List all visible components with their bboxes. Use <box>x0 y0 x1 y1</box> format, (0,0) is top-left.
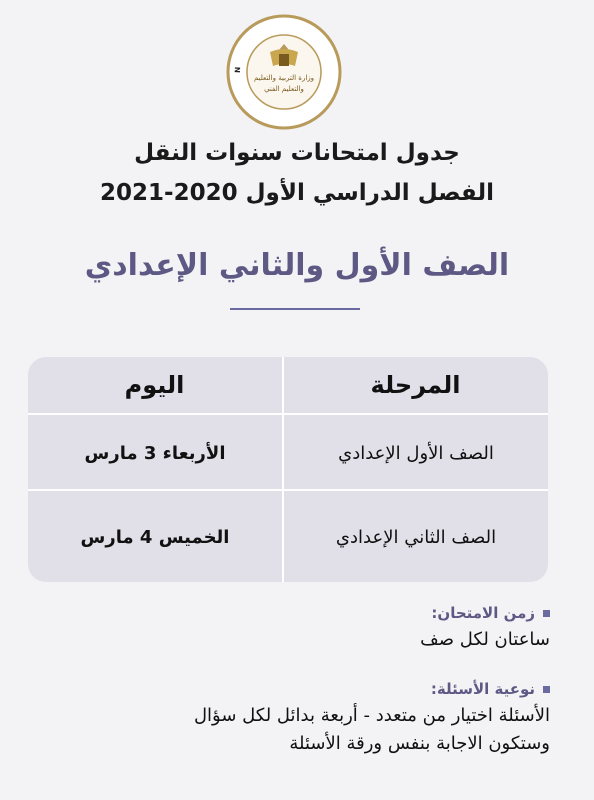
logo-arabic-line: وزارة التربية والتعليم <box>253 74 315 82</box>
question-type-line-2: وستكون الاجابة بنفس ورقة الأسئلة <box>289 733 550 754</box>
exam-time-section <box>30 604 550 654</box>
ministry-logo <box>226 14 342 130</box>
table-row-2-stage: الصف الثاني الإعدادي <box>335 527 497 548</box>
question-type-section <box>30 680 550 758</box>
row-divider <box>28 489 548 491</box>
header-day: اليوم <box>124 371 185 399</box>
ministry-seal-icon <box>226 14 342 130</box>
question-type-label: نوعية الأسئلة: <box>430 680 535 698</box>
logo-arabic-line-2: والتعليم الفني <box>264 85 304 93</box>
exam-time-value: ساعتان لكل صف <box>420 629 550 650</box>
title-divider <box>230 308 360 310</box>
exam-time-label: زمن الامتحان: <box>431 604 535 622</box>
logo-ring-text: N <box>232 66 243 74</box>
heading-line-1: جدول امتحانات سنوات النقل <box>134 140 460 166</box>
heading-line-2: الفصل الدراسي الأول 2020-2021 <box>100 180 494 206</box>
table-row-1-day: الأربعاء 3 مارس <box>84 443 226 464</box>
table-row-2-day: الخميس 4 مارس <box>80 527 230 548</box>
header-stage: المرحلة <box>370 371 461 399</box>
table-row-1-stage: الصف الأول الإعدادي <box>338 443 494 464</box>
bullet-icon <box>543 610 550 617</box>
grade-title: الصف الأول والثاني الإعدادي <box>84 248 510 283</box>
bullet-icon <box>543 686 550 693</box>
question-type-line-1: الأسئلة اختيار من متعدد - أربعة بدائل لكل سؤال <box>193 705 550 726</box>
row-divider <box>28 413 548 415</box>
exam-schedule-table <box>28 357 548 582</box>
